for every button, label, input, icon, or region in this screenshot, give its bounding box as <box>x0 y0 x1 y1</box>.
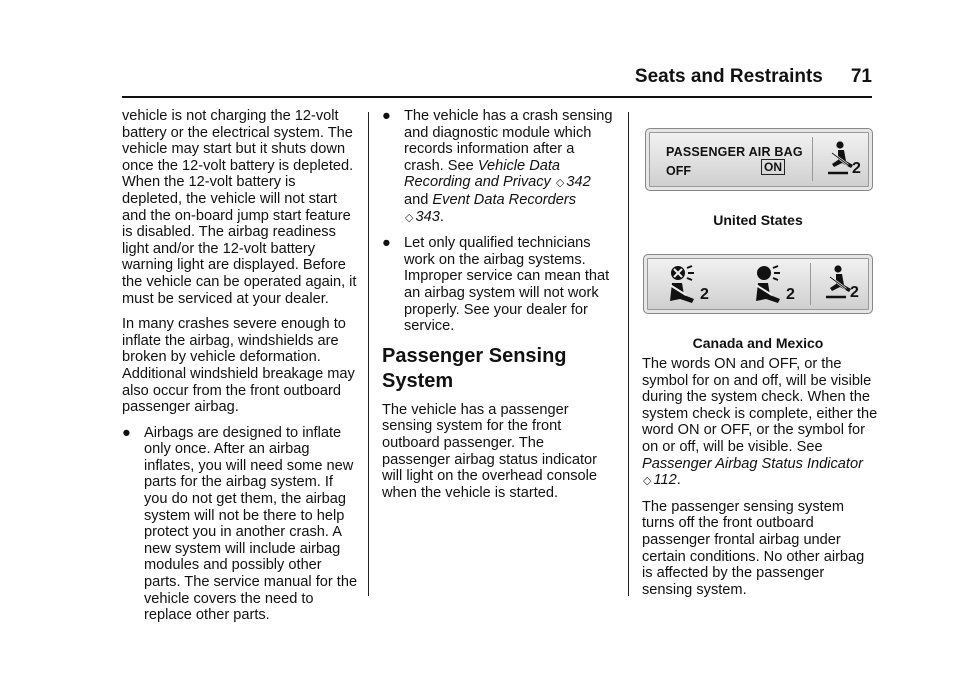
header-rule <box>122 96 872 98</box>
paragraph: vehicle is not charging the 12-volt battery or the electrical system. The vehicle may start but it shuts down once the 12-volt battery is depleted. When the 12-volt battery is depleted, the vehicle will not start and the on-board jump start feature is disabled. The airbag readiness light and/or the 12-volt battery warning light are displayed. Before the vehicle can be operated again, it must be serviced at your dealer. <box>122 108 357 307</box>
paragraph: The vehicle has a passenger sensing system for the front outboard passenger. The passenger airbag status indicator will light on the overhead console when the vehicle is started. <box>382 401 597 501</box>
section-title: Seats and Restraints <box>634 66 823 87</box>
bullet-item <box>122 425 358 624</box>
page-number: 71 <box>850 66 872 87</box>
column-3 <box>642 356 878 607</box>
cross-reference-link[interactable]: Event Data Recorders <box>432 191 576 208</box>
page-header <box>0 66 872 88</box>
bullet-item <box>382 235 614 335</box>
bullet-text: Airbags are designed to inflate only once. After an airbag inflates, you will need some new parts for the airbag system. If you do not get them, the airbag system will not be there to help protect you in another crash. A new system will include airbag modules and possibly other parts. The service manual for the vehicle covers the need to replace other parts. <box>144 424 358 624</box>
column-2 <box>382 108 614 510</box>
bullet-icon: ● <box>382 235 391 252</box>
bullet-text: The vehicle has a crash sensing and diagnostic module which records information after a crash. See <box>404 108 613 174</box>
indicator-on-label: ON <box>761 159 785 175</box>
airbag-on-icon <box>754 265 806 307</box>
seatbelt-icon <box>824 265 866 307</box>
paragraph: In many crashes severe enough to inflate the airbag, windshields are broken by vehicle deformation. Additional windshield breakage may also occur from the front outboard passenger airbag. <box>122 316 355 416</box>
page-ref-icon: ◇ <box>555 177 565 190</box>
page-reference[interactable]: 342 <box>566 174 591 191</box>
bullet-item: ● The vehicle has a crash sensing and diagnostic module which records information after a crash. See Vehicle Data Recording and Privacy ◇ 342 and Event Data Recorders ◇ 343. <box>382 108 613 225</box>
seatbelt-icon <box>826 141 868 181</box>
indicator-off-label: OFF <box>666 164 691 178</box>
column-divider-2 <box>628 112 629 596</box>
paragraph: The words ON and OFF, or the symbol for on and off, will be visible during the system check. When the system check is complete, either the word ON or OFF, or the symbol for on or off, will be visible. See Passenger Airbag Status Indicator ◇ 112. <box>642 356 878 489</box>
page-reference[interactable]: 343 <box>415 208 440 225</box>
ca-airbag-indicator-panel <box>643 254 873 314</box>
bullet-icon: ● <box>382 108 391 124</box>
seat-number: 2 <box>700 286 709 303</box>
page-ref-icon: ◇ <box>405 211 414 224</box>
panel-divider <box>810 263 811 305</box>
figure-caption: United States <box>713 212 803 228</box>
column-divider-1 <box>368 112 369 596</box>
indicator-label: PASSENGER AIR BAG <box>666 145 803 159</box>
panel-divider <box>812 137 813 181</box>
bullet-text: Let only qualified technicians work on the airbag systems. Improper service can mean that an airbag system will not work properly. See your dealer for service. <box>404 235 610 335</box>
column-1 <box>122 108 358 633</box>
figure-caption: Canada and Mexico <box>692 335 824 351</box>
bullet-icon: ● <box>122 424 131 441</box>
section-heading: Passenger Sensing System <box>382 344 567 392</box>
seat-number: 2 <box>786 286 795 303</box>
conjunction: and <box>404 191 429 208</box>
paragraph-text: The words ON and OFF, or the symbol for on and off, will be visible during the system check. When the system check is complete, either the word ON or OFF, or the symbol for on or off, will be visible. See <box>642 356 878 455</box>
page-ref-icon: ◇ <box>643 475 652 488</box>
paragraph: The passenger sensing system turns off the front outboard passenger frontal airbag under certain conditions. No other airbag is affected by the passenger sensing system. <box>642 498 865 598</box>
page-reference[interactable]: 112 <box>653 472 677 489</box>
seat-number: 2 <box>850 284 859 301</box>
cross-reference-link[interactable]: Passenger Airbag Status Indicator <box>642 455 863 472</box>
airbag-off-icon <box>668 265 720 307</box>
cross-reference-link[interactable]: Vehicle Data Recording and Privacy <box>404 157 561 191</box>
us-airbag-indicator-panel <box>645 128 873 191</box>
seat-number: 2 <box>852 160 861 177</box>
